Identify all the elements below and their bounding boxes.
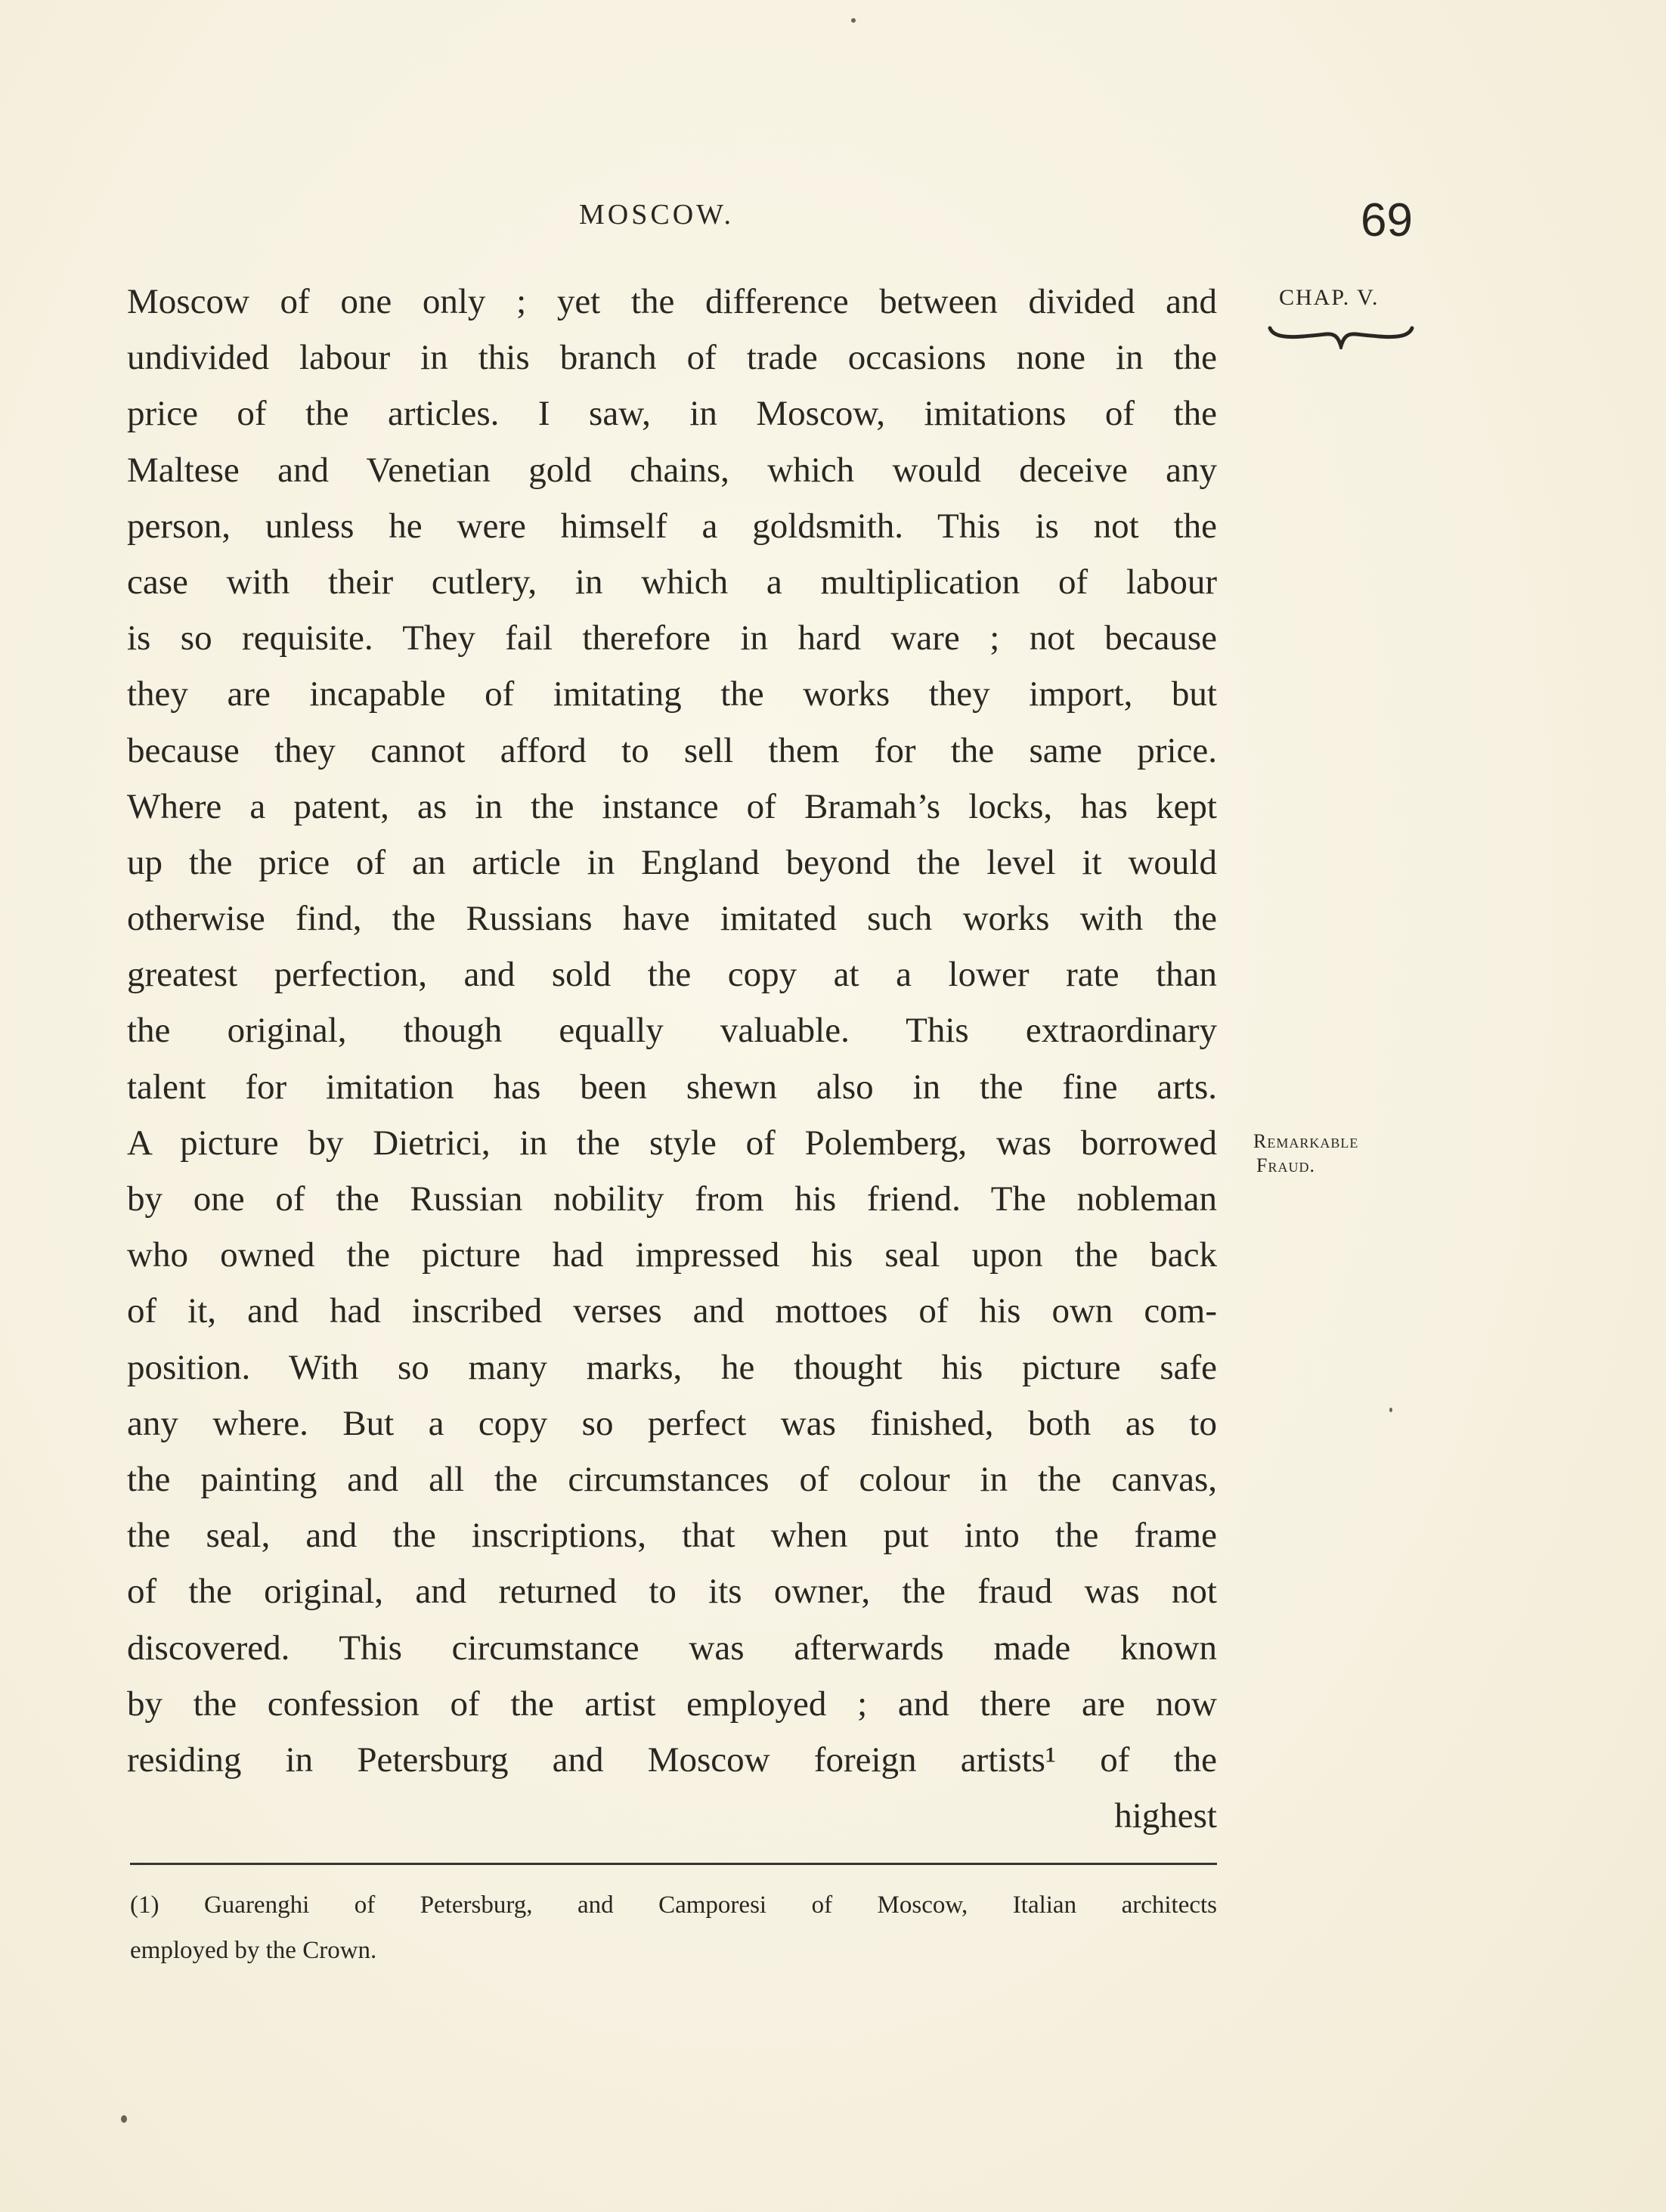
body-line: by the confession of the artist employed ; and there are now: [127, 1684, 1217, 1724]
body-line: who owned the picture had impressed his seal upon the back: [127, 1235, 1217, 1275]
body-line: Moscow of one only ; yet the difference between divided and: [127, 282, 1217, 321]
body-line: case with their cutlery, in which a multiplication of labour: [127, 562, 1217, 602]
footnote-rule: [130, 1863, 1217, 1865]
body-line: undivided labour in this branch of trade occasions none in the: [127, 338, 1217, 378]
body-line: by one of the Russian nobility from his friend. The nobleman: [127, 1179, 1217, 1219]
page-number: 69: [1361, 194, 1413, 246]
body-line: the painting and all the circumstances of colour in the canvas,: [127, 1459, 1217, 1499]
margin-note-line-1: Remarkable: [1253, 1130, 1359, 1152]
running-head: MOSCOW.: [579, 199, 735, 231]
body-line: discovered. This circumstance was afterwards made known: [127, 1628, 1217, 1668]
body-line: any where. But a copy so perfect was finished, both as to: [127, 1403, 1217, 1443]
body-text: [127, 274, 1217, 1844]
footnote-line-1: (1) Guarenghi of Petersburg, and Camporesi of Moscow, Italian architects: [130, 1891, 1217, 1919]
body-line: the original, though equally valuable. This extraordinary: [127, 1011, 1217, 1051]
margin-note-line-2: Fraud.: [1256, 1154, 1315, 1176]
ink-speck: [1389, 1408, 1392, 1412]
body-line: A picture by Dietrici, in the style of Polemberg, was borrowed: [127, 1123, 1217, 1163]
footnote-line-2: employed by the Crown.: [130, 1937, 377, 1964]
body-line: is so requisite. They fail therefore in hard ware ; not because: [127, 618, 1217, 658]
catchword: highest: [1114, 1796, 1217, 1836]
margin-note-remarkable-fraud: [1253, 1129, 1358, 1178]
chapter-brace-ornament: [1267, 324, 1415, 349]
body-line: they are incapable of imitating the works they import, but: [127, 674, 1217, 714]
footnote: [130, 1882, 1217, 1973]
chapter-label: CHAP. V.: [1279, 285, 1380, 310]
body-line: greatest perfection, and sold the copy at a lower rate than: [127, 955, 1217, 995]
body-line: otherwise find, the Russians have imitated such works with the: [127, 899, 1217, 939]
body-line: talent for imitation has been shewn also in the fine arts.: [127, 1067, 1217, 1107]
ink-speck: [851, 18, 856, 23]
ink-speck: [121, 2115, 127, 2123]
body-line: of it, and had inscribed verses and mottoes of his own com-: [127, 1291, 1217, 1331]
body-line: person, unless he were himself a goldsmith. This is not the: [127, 506, 1217, 546]
body-line: Where a patent, as in the instance of Bramah’s locks, has kept: [127, 786, 1217, 826]
body-line: price of the articles. I saw, in Moscow, imitations of the: [127, 394, 1217, 434]
body-line: of the original, and returned to its owner, the fraud was not: [127, 1572, 1217, 1612]
body-line: position. With so many marks, he thought his picture safe: [127, 1347, 1217, 1387]
body-line: because they cannot afford to sell them for the same price.: [127, 730, 1217, 770]
body-line: the seal, and the inscriptions, that when put into the frame: [127, 1516, 1217, 1556]
body-line: up the price of an article in England beyond the level it would: [127, 842, 1217, 882]
body-line: Maltese and Venetian gold chains, which would deceive any: [127, 450, 1217, 490]
body-line: residing in Petersburg and Moscow foreign artists¹ of the: [127, 1740, 1217, 1780]
